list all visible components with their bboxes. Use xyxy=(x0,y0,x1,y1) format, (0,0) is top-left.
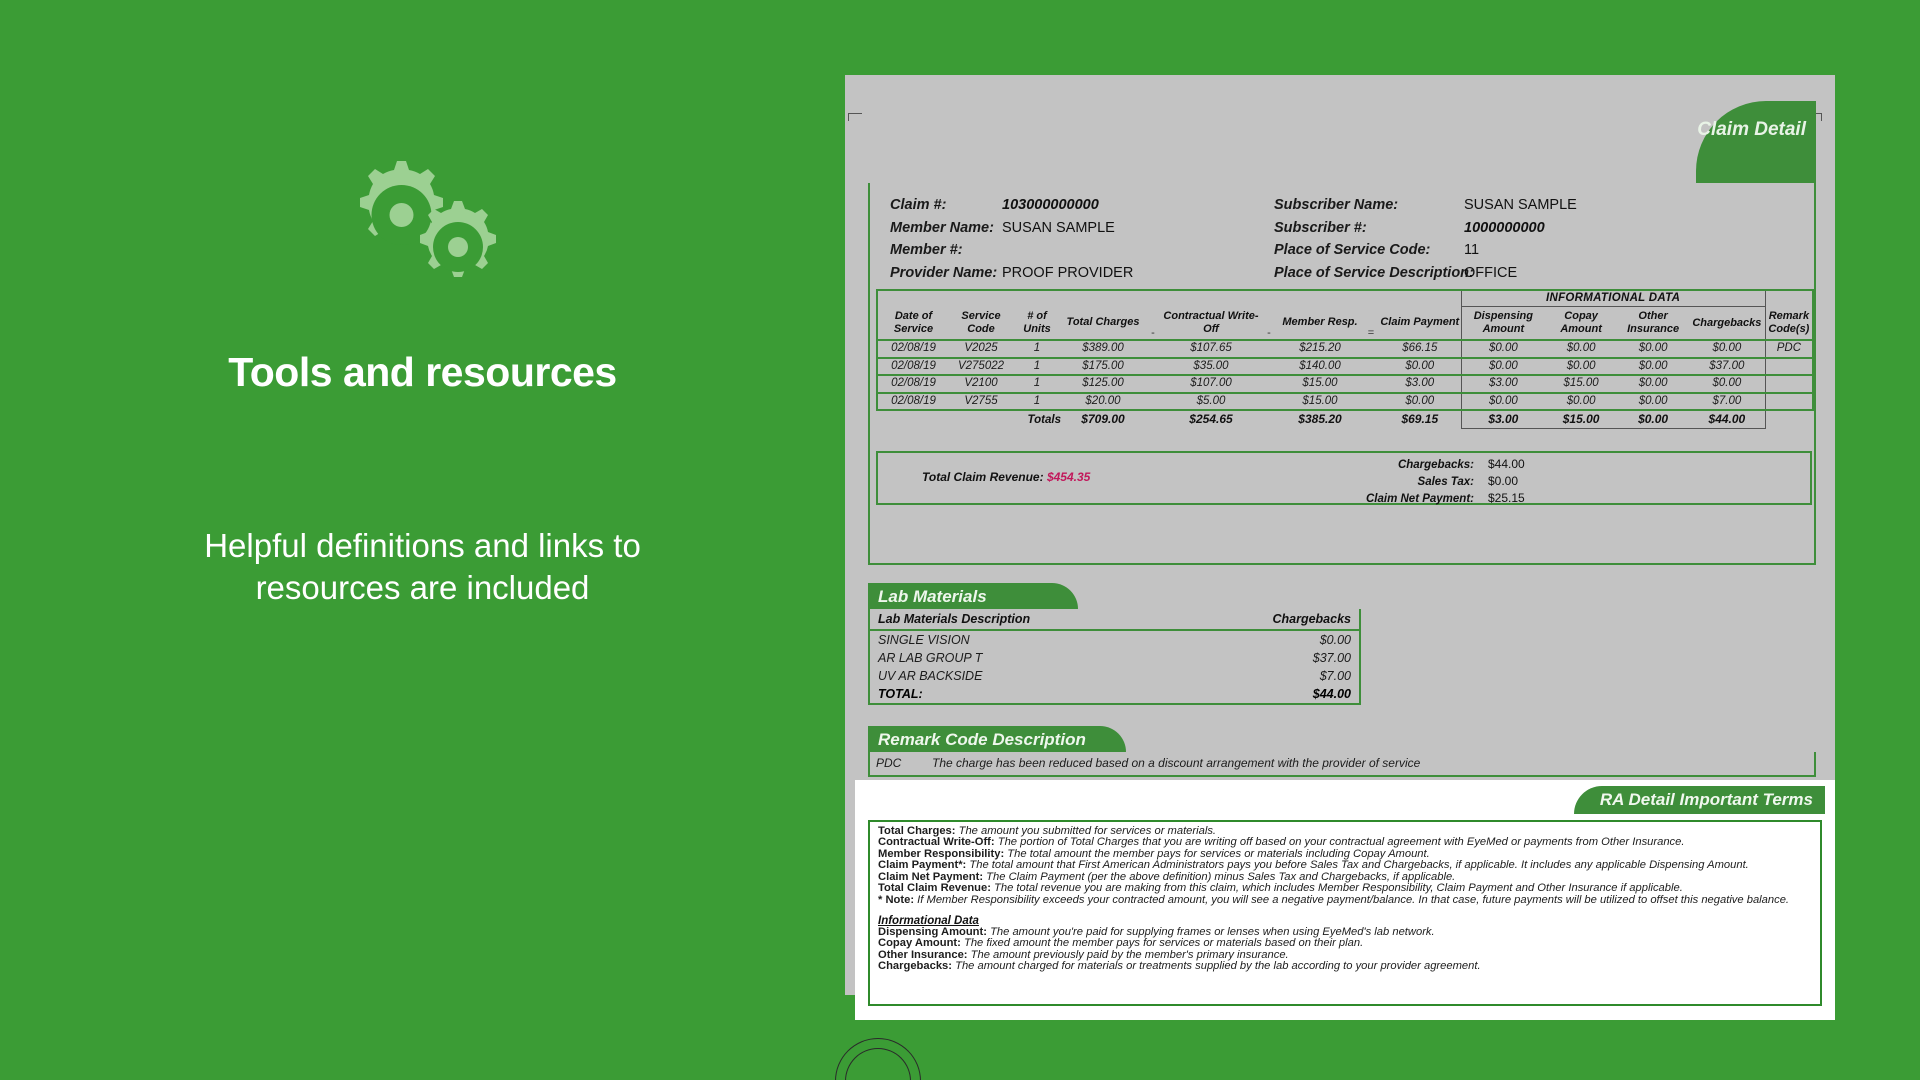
cell-claim-payment: $0.00 xyxy=(1379,358,1461,376)
col-other-insurance: Other Insurance xyxy=(1627,310,1680,335)
line-label: Chargebacks: xyxy=(1397,459,1474,471)
terms-sheet xyxy=(855,780,1835,1020)
cell-total-charges: $20.00 xyxy=(1061,393,1145,411)
cell-claim-payment: $66.15 xyxy=(1379,340,1461,358)
claims-table xyxy=(876,289,1814,429)
field-subscriber-number xyxy=(1274,220,1577,243)
term-note xyxy=(878,895,1812,906)
cell-claim-payment: $0.00 xyxy=(1379,393,1461,411)
ra-detail-important-terms-tab: RA Detail Important Terms xyxy=(1574,786,1825,814)
field-value: OFFICE xyxy=(1464,264,1518,281)
term-name: Contractual Write-Off: xyxy=(878,836,995,849)
cell-remark xyxy=(1765,358,1813,376)
cell-service-code: V275022 xyxy=(949,358,1013,376)
claims-table-wrapper xyxy=(876,289,1812,429)
col-date-of-service: Date of Service xyxy=(877,306,949,340)
cell-op xyxy=(1145,358,1161,376)
cell-member-resp: $140.00 xyxy=(1277,358,1363,376)
col-claim-payment: Claim Payment xyxy=(1380,316,1460,329)
field-claim-number xyxy=(890,197,1133,220)
col-dispensing-amount: Dispensing Amount xyxy=(1461,306,1545,340)
cell-chargebacks: $0.00 xyxy=(1689,340,1765,358)
cell-other-insurance: $0.00 xyxy=(1617,358,1689,376)
lab-chargeback: $0.00 xyxy=(1319,633,1351,647)
term-name: Member Responsibility: xyxy=(878,847,1005,860)
cell-copay: $0.00 xyxy=(1545,340,1617,358)
term-text: The amount you're paid for supplying frames or lenses when using EyeMed's lab network. xyxy=(986,925,1435,938)
crop-mark-top-left xyxy=(848,113,862,121)
field-label: Place of Service Description: xyxy=(1274,264,1474,281)
col-lab-description: Lab Materials Description xyxy=(878,612,1031,626)
field-label: Place of Service Code: xyxy=(1274,242,1431,258)
totals-op xyxy=(1363,410,1379,429)
term-text: The fixed amount the member pays for services or materials based on their plan. xyxy=(960,937,1364,950)
total-charges: $709.00 xyxy=(1081,412,1125,427)
col-units: # of Units xyxy=(1023,310,1051,335)
list-item xyxy=(870,649,1359,667)
band-spacer xyxy=(877,290,1461,306)
field-value: PROOF PROVIDER xyxy=(1002,264,1134,281)
term-chargebacks xyxy=(878,961,1812,972)
cell-member-resp: $15.00 xyxy=(1277,393,1363,411)
term-name: Chargebacks: xyxy=(878,960,952,973)
cell-dispensing: $0.00 xyxy=(1461,393,1545,411)
field-label: Claim #: xyxy=(890,197,947,213)
list-item xyxy=(870,631,1359,649)
remark-description: The charge has been reduced based on a discount arrangement with the provider of service xyxy=(932,756,1421,770)
total-claim-revenue-value: $454.35 xyxy=(1046,470,1091,484)
field-value: 11 xyxy=(1464,242,1480,258)
operator-equals: = xyxy=(1367,327,1375,339)
table-row xyxy=(877,358,1813,376)
term-text: If Member Responsibility exceeds your contracted amount, you will see a negative payment/balance. In that case, future payments will be utilized to offset this negative balance. xyxy=(914,893,1790,906)
cell-dispensing: $0.00 xyxy=(1461,358,1545,376)
totals-op xyxy=(1261,410,1277,429)
field-value: 103000000000 xyxy=(1002,197,1099,213)
col-service-code: Service Code xyxy=(961,310,1001,335)
cell-write-off: $107.00 xyxy=(1161,375,1261,393)
cell-other-insurance: $0.00 xyxy=(1617,375,1689,393)
totals-spacer-right xyxy=(1765,410,1813,429)
term-text: The total amount that First American Administrators pays you before Sales Tax and Chargebacks, if applicable. It includes any applicable Dispensing Amount. xyxy=(966,859,1749,872)
cell-op xyxy=(1145,375,1161,393)
informational-data-band: INFORMATIONAL DATA xyxy=(1461,290,1765,306)
cell-total-charges: $389.00 xyxy=(1061,340,1145,358)
cell-op xyxy=(1145,393,1161,411)
cell-op xyxy=(1363,393,1379,411)
field-place-of-service-code xyxy=(1274,242,1577,265)
cell-remark xyxy=(1765,393,1813,411)
document-stage xyxy=(845,75,1835,995)
field-label: Provider Name: xyxy=(890,264,998,281)
cell-remark xyxy=(1765,375,1813,393)
cell-member-resp: $215.20 xyxy=(1277,340,1363,358)
term-name: Claim Net Payment: xyxy=(878,870,984,883)
line-value: $25.15 xyxy=(1488,491,1525,505)
claim-header-fields xyxy=(870,183,1814,283)
cell-op xyxy=(1261,375,1277,393)
term-name: Other Insurance: xyxy=(878,948,968,961)
claim-header-right-column xyxy=(1274,197,1577,287)
band-spacer-right xyxy=(1765,290,1813,306)
field-label: Subscriber #: xyxy=(1274,219,1367,236)
gears-icon xyxy=(318,150,528,300)
lab-materials-section xyxy=(868,583,1361,705)
lab-chargeback: $37.00 xyxy=(1312,651,1351,665)
table-header-row xyxy=(877,306,1813,340)
term-text: The Claim Payment (per the above definition) minus Sales Tax and Chargebacks, if applicable. xyxy=(983,870,1456,883)
table-informational-band-row xyxy=(877,290,1813,306)
lab-materials-body xyxy=(868,609,1361,705)
operator-minus-2: - xyxy=(1267,327,1271,339)
cell-remark: PDC xyxy=(1765,340,1813,358)
term-text: The portion of Total Charges that you are writing off based on your contractual agreement with EyeMed or payments from Other Insurance. xyxy=(994,836,1685,849)
terms-content-box xyxy=(868,820,1822,1006)
cell-service-code: V2025 xyxy=(949,340,1013,358)
total-write-off: $254.65 xyxy=(1189,412,1233,427)
cell-copay: $0.00 xyxy=(1545,358,1617,376)
total-chargebacks: $44.00 xyxy=(1689,410,1765,429)
field-place-of-service-description xyxy=(1274,265,1577,288)
totals-spacer xyxy=(877,410,1013,429)
claim-header-left-column xyxy=(890,197,1133,287)
field-value: SUSAN SAMPLE xyxy=(1002,219,1115,236)
line-value: $44.00 xyxy=(1488,457,1525,471)
list-item xyxy=(870,667,1359,685)
cell-write-off: $35.00 xyxy=(1161,358,1261,376)
cell-service-code: V2755 xyxy=(949,393,1013,411)
terms-spacer xyxy=(878,906,1812,915)
cell-total-charges: $175.00 xyxy=(1061,358,1145,376)
total-other-insurance: $0.00 xyxy=(1617,410,1689,429)
cell-op xyxy=(1363,358,1379,376)
field-member-name xyxy=(890,220,1133,243)
cell-units: 1 xyxy=(1013,375,1061,393)
field-label: Member #: xyxy=(890,242,963,258)
cell-dispensing: $0.00 xyxy=(1461,340,1545,358)
lab-description: SINGLE VISION xyxy=(878,633,970,647)
field-label: Member Name: xyxy=(890,219,994,236)
lab-materials-total-row xyxy=(870,685,1359,703)
remark-row xyxy=(870,752,1814,775)
cell-date: 02/08/19 xyxy=(877,375,949,393)
cell-member-resp: $15.00 xyxy=(1277,375,1363,393)
total-claim-payment: $69.15 xyxy=(1401,412,1439,427)
lab-materials-header-row xyxy=(870,609,1359,631)
cell-op xyxy=(1145,340,1161,358)
cell-date: 02/08/19 xyxy=(877,358,949,376)
cell-op xyxy=(1363,340,1379,358)
cell-chargebacks: $37.00 xyxy=(1689,358,1765,376)
remark-code-section xyxy=(868,726,1816,777)
col-total-charges: Total Charges xyxy=(1066,316,1140,329)
field-label: Subscriber Name: xyxy=(1274,197,1399,213)
revenue-line-claim-net-payment xyxy=(1238,491,1718,507)
cell-chargebacks: $0.00 xyxy=(1689,375,1765,393)
col-member-resp: Member Resp. xyxy=(1282,316,1358,329)
left-intro-panel xyxy=(0,0,845,1080)
term-name: Claim Payment*: xyxy=(878,859,967,872)
field-member-number xyxy=(890,242,1133,265)
revenue-lines xyxy=(1238,457,1718,508)
term-name: Total Charges: xyxy=(878,825,956,837)
table-row xyxy=(877,375,1813,393)
lab-total-label: TOTAL: xyxy=(878,687,923,701)
cell-op xyxy=(1261,358,1277,376)
term-text: The amount previously paid by the member's primary insurance. xyxy=(967,948,1289,961)
col-copay-amount: Copay Amount xyxy=(1560,310,1602,335)
lab-materials-tab: Lab Materials xyxy=(868,583,1078,609)
term-name: Copay Amount: xyxy=(878,937,961,950)
lab-total-value: $44.00 xyxy=(1312,687,1351,701)
cell-other-insurance: $0.00 xyxy=(1617,393,1689,411)
term-text: The total amount the member pays for services or materials including Copay Amount. xyxy=(1004,847,1430,860)
cell-op xyxy=(1261,393,1277,411)
cell-dispensing: $3.00 xyxy=(1461,375,1545,393)
table-row xyxy=(877,393,1813,411)
term-name: Dispensing Amount: xyxy=(878,925,987,938)
cell-date: 02/08/19 xyxy=(877,340,949,358)
cell-other-insurance: $0.00 xyxy=(1617,340,1689,358)
cell-units: 1 xyxy=(1013,358,1061,376)
col-contractual-write-off: Contractual Write-Off xyxy=(1163,310,1259,335)
term-text: The amount you submitted for services or materials. xyxy=(955,825,1217,837)
revenue-summary-box xyxy=(876,451,1812,505)
table-totals-row xyxy=(877,410,1813,429)
total-copay: $15.00 xyxy=(1545,410,1617,429)
term-name: * Note: xyxy=(878,893,915,906)
field-provider-name xyxy=(890,265,1133,288)
revenue-line-chargebacks xyxy=(1238,457,1718,473)
cell-units: 1 xyxy=(1013,393,1061,411)
col-lab-chargebacks: Chargebacks xyxy=(1272,612,1351,626)
lab-description: AR LAB GROUP T xyxy=(878,651,983,665)
field-value: SUSAN SAMPLE xyxy=(1464,197,1577,213)
term-text: The amount charged for materials or treatments supplied by the lab according to your provider agreement. xyxy=(952,960,1481,973)
cell-total-charges: $125.00 xyxy=(1061,375,1145,393)
operator-minus-1: - xyxy=(1151,327,1155,339)
total-member-resp: $385.20 xyxy=(1298,412,1342,427)
cell-write-off: $107.65 xyxy=(1161,340,1261,358)
totals-op xyxy=(1145,410,1161,429)
cell-service-code: V2100 xyxy=(949,375,1013,393)
remark-code-tab: Remark Code Description xyxy=(868,726,1126,752)
col-chargebacks: Chargebacks xyxy=(1689,306,1765,340)
term-name: Total Claim Revenue: xyxy=(878,882,991,895)
lab-description: UV AR BACKSIDE xyxy=(878,669,983,683)
cell-claim-payment: $3.00 xyxy=(1379,375,1461,393)
cell-op xyxy=(1363,375,1379,393)
col-remark-codes: Remark Code(s) xyxy=(1765,306,1813,340)
total-claim-revenue-label: Total Claim Revenue: xyxy=(922,470,1044,484)
cell-units: 1 xyxy=(1013,340,1061,358)
total-claim-revenue xyxy=(922,470,1090,484)
page-subtitle: Helpful definitions and links to resources are included xyxy=(204,527,641,607)
claim-detail-card xyxy=(868,119,1816,565)
field-subscriber-name xyxy=(1274,197,1577,220)
line-label: Claim Net Payment: xyxy=(1365,493,1474,505)
cell-copay: $0.00 xyxy=(1545,393,1617,411)
cell-chargebacks: $7.00 xyxy=(1689,393,1765,411)
revenue-line-sales-tax xyxy=(1238,474,1718,490)
cell-copay: $15.00 xyxy=(1545,375,1617,393)
cell-write-off: $5.00 xyxy=(1161,393,1261,411)
total-dispensing: $3.00 xyxy=(1461,410,1545,429)
informational-data-heading: Informational Data xyxy=(878,914,979,927)
line-value: $0.00 xyxy=(1488,474,1519,488)
table-row xyxy=(877,340,1813,358)
claim-detail-tab: Claim Detail xyxy=(1696,101,1816,183)
line-label: Sales Tax: xyxy=(1417,476,1474,488)
page-title: Tools and resources xyxy=(228,349,617,395)
totals-label: Totals xyxy=(1027,413,1061,426)
term-text: The total revenue you are making from this claim, which includes Member Responsibility, Claim Payment and Other Insurance if applicable. xyxy=(990,882,1683,895)
cell-date: 02/08/19 xyxy=(877,393,949,411)
remark-code-body xyxy=(868,752,1816,777)
field-value: 1000000000 xyxy=(1464,219,1545,236)
remark-code: PDC xyxy=(876,756,902,770)
cell-op xyxy=(1261,340,1277,358)
lab-chargeback: $7.00 xyxy=(1319,669,1351,683)
